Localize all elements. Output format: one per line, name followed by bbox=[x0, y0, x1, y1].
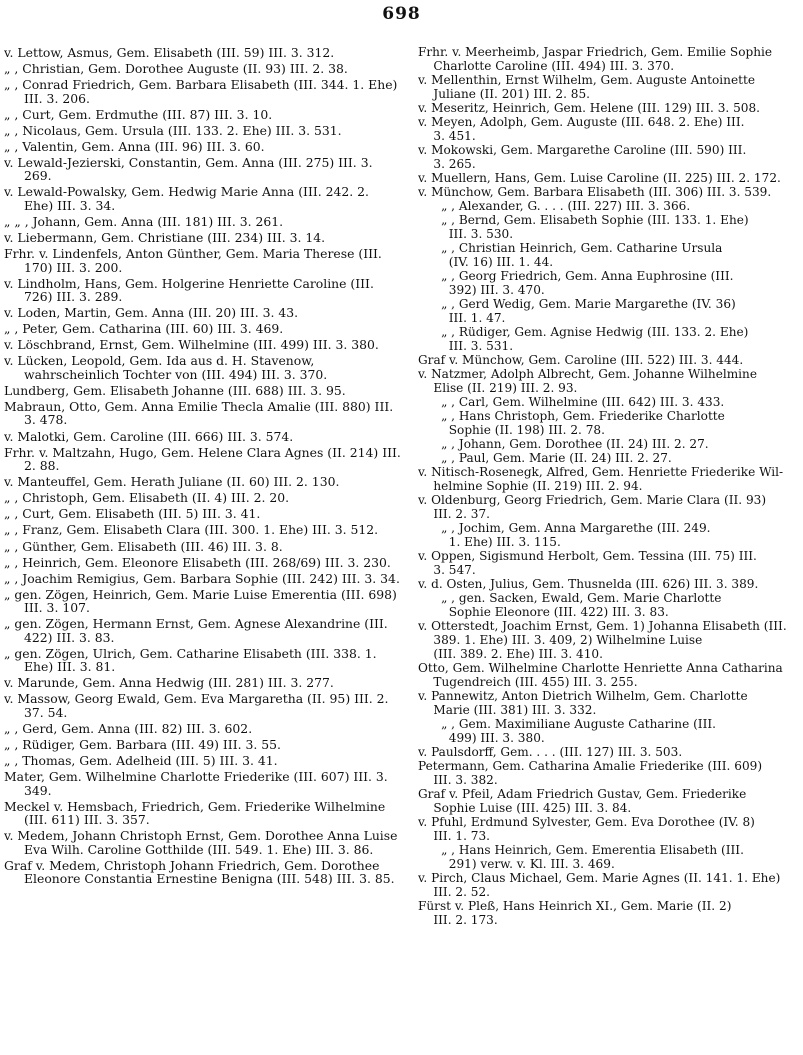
index-entry: „ , Gerd Wedig, Gem. Marie Margarethe (IV. 36) bbox=[418, 298, 736, 311]
index-entry: (III. 389. 2. Ehe) III. 3. 410. bbox=[418, 648, 603, 661]
index-entry: „ , Gerd, Gem. Anna (III. 82) III. 3. 602. bbox=[4, 720, 253, 736]
index-entry: v. Münchow, Gem. Barbara Elisabeth (III. 306) III. 3. 539. bbox=[418, 186, 772, 199]
index-entry: „ , Nicolaus, Gem. Ursula (III. 133. 2. Ehe) III. 3. 531. bbox=[4, 122, 342, 138]
index-entry: v. Muellern, Hans, Gem. Luise Caroline (II. 225) III. 2. 172. bbox=[418, 172, 781, 185]
index-entry: v. Lindholm, Hans, Gem. Holgerine Henriette Caroline (III. 726) III. 3. 289. bbox=[4, 275, 374, 305]
index-entry: „ , Rüdiger, Gem. Agnise Hedwig (III. 133. 2. Ehe) bbox=[418, 326, 749, 339]
index-entry: v. Lewald-Jezierski, Constantin, Gem. Anna (III. 275) III. 3. 269. bbox=[4, 154, 373, 184]
index-entry: Graf v. Pfeil, Adam Friedrich Gustav, Gem. Friederike bbox=[418, 788, 747, 801]
index-entry: III. 3. 530. bbox=[418, 228, 514, 241]
index-entry: v. d. Osten, Julius, Gem. Thusnelda (III. 626) III. 3. 389. bbox=[418, 578, 759, 591]
index-entry: „ gen. Zögen, Ulrich, Gem. Catharine Elisabeth (III. 338. 1. Ehe) III. 3. 81. bbox=[4, 645, 377, 675]
index-entry: „ , Curt, Gem. Erdmuthe (III. 87) III. 3. 10. bbox=[4, 106, 273, 122]
index-entry: Fürst v. Pleß, Hans Heinrich XI., Gem. Marie (II. 2) bbox=[418, 900, 732, 913]
index-entry: v. Medem, Johann Christoph Ernst, Gem. Dorothee Anna Luise Eva Wilh. Caroline Gotthilde (III. 549. 1. Ehe) III. 3. 86. bbox=[4, 828, 398, 857]
index-entry: 499) III. 3. 380. bbox=[418, 732, 545, 745]
index-entry: „ , Hans Christoph, Gem. Friederike Charlotte bbox=[418, 410, 725, 423]
index-entry: v. Pirch, Claus Michael, Gem. Marie Agnes (II. 141. 1. Ehe) bbox=[418, 872, 781, 885]
index-entry: Sophie (II. 198) III. 2. 78. bbox=[418, 424, 605, 437]
index-entry: v. Paulsdorff, Gem. . . . (III. 127) III. 3. 503. bbox=[418, 746, 683, 759]
index-entry: III. 1. 73. bbox=[418, 830, 491, 843]
index-entry: „ , Christian, Gem. Dorothee Auguste (II. 93) III. 2. 38. bbox=[4, 61, 348, 77]
index-entry: „ gen. Zögen, Hermann Ernst, Gem. Agnese Alexandrine (III. 422) III. 3. 83. bbox=[4, 616, 388, 645]
index-entry: Frhr. v. Lindenfels, Anton Günther, Gem. Maria Therese (III. 170) III. 3. 200. bbox=[4, 246, 382, 275]
index-entry: „ , Christoph, Gem. Elisabeth (II. 4) III. 2. 20. bbox=[4, 490, 290, 506]
index-entry: III. 3. 531. bbox=[418, 340, 514, 353]
index-entry: „ , Conrad Friedrich, Gem. Barbara Elisabeth (III. 344. 1. Ehe) III. 3. 206. bbox=[4, 77, 398, 106]
index-entry: v. Pfuhl, Erdmund Sylvester, Gem. Eva Dorothee (IV. 8) bbox=[418, 816, 755, 829]
index-entry: „ , Günther, Gem. Elisabeth (III. 46) III. 3. 8. bbox=[4, 538, 283, 554]
index-entry: Elise (II. 219) III. 2. 93. bbox=[418, 382, 578, 395]
index-entry: „ , Peter, Gem. Catharina (III. 60) III. 3. 469. bbox=[4, 321, 284, 337]
index-entry: Marie (III. 381) III. 3. 332. bbox=[418, 704, 597, 717]
index-entry: v. Oppen, Sigismund Herbolt, Gem. Tessina (III. 75) III. bbox=[418, 550, 757, 563]
index-entry: Graf v. Medem, Christoph Johann Friedrich, Gem. Dorothee Eleonore Constantia Ernestine Benigna (III. 548) III. 3. 85. bbox=[4, 857, 395, 887]
index-entry: 392) III. 3. 470. bbox=[418, 284, 545, 297]
index-entry: v. Lücken, Leopold, Gem. Ida aus d. H. Stavenow, wahrscheinlich Tochter von (III. 494) III. 3. 370. bbox=[4, 353, 328, 382]
index-entry: Frhr. v. Meerheimb, Jaspar Friedrich, Gem. Emilie Sophie bbox=[418, 46, 773, 59]
index-entry: „ , Gem. Maximiliane Auguste Catharine (III. bbox=[418, 718, 716, 731]
index-entry: Tugendreich (III. 455) III. 3. 255. bbox=[418, 676, 638, 689]
index-entry: 3. 451. bbox=[418, 130, 476, 143]
index-entry: helmine Sophie (II. 219) III. 2. 94. bbox=[418, 480, 643, 493]
index-entry: „ „ , Johann, Gem. Anna (III. 181) III. 3. 261. bbox=[4, 213, 284, 229]
index-entry: Juliane (II. 201) III. 2. 85. bbox=[418, 88, 590, 101]
index-entry: Meckel v. Hemsbach, Friedrich, Gem. Friederike Wilhelmine (III. 611) III. 3. 357. bbox=[4, 798, 386, 828]
index-entry: III. 2. 37. bbox=[418, 508, 491, 521]
index-entry: v. Nitisch-Rosenegk, Alfred, Gem. Henriette Friederike Wil- bbox=[418, 466, 784, 479]
index-entry: v. Lettow, Asmus, Gem. Elisabeth (III. 59) III. 3. 312. bbox=[4, 46, 335, 60]
index-entry: „ gen. Zögen, Heinrich, Gem. Marie Luise Emerentia (III. 698) III. 3. 107. bbox=[4, 586, 397, 616]
index-entry: v. Mokowski, Gem. Margarethe Caroline (III. 590) III. bbox=[418, 144, 747, 157]
index-entry: 3. 265. bbox=[418, 158, 476, 171]
index-entry: 291) verw. v. Kl. III. 3. 469. bbox=[418, 858, 615, 871]
index-entry: „ , gen. Sacken, Ewald, Gem. Marie Charlotte bbox=[418, 592, 722, 605]
index-entry: v. Loden, Martin, Gem. Anna (III. 20) III. 3. 43. bbox=[4, 305, 299, 321]
index-entry: „ , Alexander, G. . . . (III. 227) III. 3. 366. bbox=[418, 200, 691, 213]
index-entry: „ , Curt, Gem. Elisabeth (III. 5) III. 3. 41. bbox=[4, 506, 261, 522]
index-entry: v. Mellenthin, Ernst Wilhelm, Gem. Auguste Antoinette bbox=[418, 74, 755, 87]
index-entry: v. Malotki, Gem. Caroline (III. 666) III. 3. 574. bbox=[4, 428, 294, 444]
index-entry: „ , Bernd, Gem. Elisabeth Sophie (III. 133. 1. Ehe) bbox=[418, 214, 749, 227]
index-entry: Frhr. v. Maltzahn, Hugo, Gem. Helene Clara Agnes (II. 214) III. 2. 88. bbox=[4, 444, 401, 474]
index-entry: „ , Rüdiger, Gem. Barbara (III. 49) III. 3. 55. bbox=[4, 736, 281, 752]
index-entry: Charlotte Caroline (III. 494) III. 3. 370. bbox=[418, 60, 675, 73]
index-entry: v. Löschbrand, Ernst, Gem. Wilhelmine (III. 499) III. 3. 380. bbox=[4, 337, 379, 353]
index-entry: Otto, Gem. Wilhelmine Charlotte Henriette Anna Catharina bbox=[418, 662, 783, 675]
index-entry: 389. 1. Ehe) III. 3. 409, 2) Wilhelmine Luise bbox=[418, 634, 703, 647]
index-entry: v. Lewald-Powalsky, Gem. Hedwig Marie Anna (III. 242. 2. Ehe) III. 3. 34. bbox=[4, 184, 369, 213]
index-entry: Mabraun, Otto, Gem. Anna Emilie Thecla Amalie (III. 880) III. 3. 478. bbox=[4, 399, 394, 428]
index-entry: v. Otterstedt, Joachim Ernst, Gem. 1) Johanna Elisabeth (III. bbox=[418, 620, 787, 633]
left-column bbox=[4, 46, 402, 888]
index-entry: „ , Thomas, Gem. Adelheid (III. 5) III. 3. 41. bbox=[4, 753, 278, 769]
index-entry: v. Meseritz, Heinrich, Gem. Helene (III. 129) III. 3. 508. bbox=[418, 102, 761, 115]
right-column bbox=[418, 46, 803, 928]
index-entry: v. Liebermann, Gem. Christiane (III. 234) III. 3. 14. bbox=[4, 230, 326, 246]
index-entry: „ , Franz, Gem. Elisabeth Clara (III. 300. 1. Ehe) III. 3. 512. bbox=[4, 522, 379, 538]
index-entry: Sophie Eleonore (III. 422) III. 3. 83. bbox=[418, 606, 669, 619]
index-entry: „ , Jochim, Gem. Anna Margarethe (III. 249. bbox=[418, 522, 711, 535]
index-entry: v. Oldenburg, Georg Friedrich, Gem. Marie Clara (II. 93) bbox=[418, 494, 767, 507]
index-entry: 3. 547. bbox=[418, 564, 476, 577]
index-entry: Petermann, Gem. Catharina Amalie Friederike (III. 609) bbox=[418, 760, 763, 773]
index-entry: (IV. 16) III. 1. 44. bbox=[418, 256, 554, 269]
index-entry: III. 2. 173. bbox=[418, 914, 498, 927]
index-entry: „ , Carl, Gem. Wilhelmine (III. 642) III. 3. 433. bbox=[418, 396, 725, 409]
index-entry: v. Natzmer, Adolph Albrecht, Gem. Johanne Wilhelmine bbox=[418, 368, 757, 381]
index-entry: „ , Heinrich, Gem. Eleonore Elisabeth (III. 268/69) III. 3. 230. bbox=[4, 554, 391, 570]
index-entry: Lundberg, Gem. Elisabeth Johanne (III. 688) III. 3. 95. bbox=[4, 382, 346, 398]
index-entry: Sophie Luise (III. 425) III. 3. 84. bbox=[418, 802, 632, 815]
index-entry: „ , Johann, Gem. Dorothee (II. 24) III. 2. 27. bbox=[418, 438, 709, 451]
index-entry: v. Marunde, Gem. Anna Hedwig (III. 281) III. 3. 277. bbox=[4, 675, 334, 691]
index-entry: Graf v. Münchow, Gem. Caroline (III. 522) III. 3. 444. bbox=[418, 354, 744, 367]
index-entry: III. 1. 47. bbox=[418, 312, 506, 325]
index-entry: v. Massow, Georg Ewald, Gem. Eva Margaretha (II. 95) III. 2. 37. 54. bbox=[4, 691, 389, 720]
index-entry: „ , Christian Heinrich, Gem. Catharine Ursula bbox=[418, 242, 723, 255]
index-entry: Mater, Gem. Wilhelmine Charlotte Friederike (III. 607) III. 3. 349. bbox=[4, 769, 388, 798]
index-entry: v. Meyen, Adolph, Gem. Auguste (III. 648. 2. Ehe) III. bbox=[418, 116, 745, 129]
index-entry: 1. Ehe) III. 3. 115. bbox=[418, 536, 561, 549]
index-entry: III. 2. 52. bbox=[418, 886, 491, 899]
index-entry: „ , Paul, Gem. Marie (II. 24) III. 2. 27. bbox=[418, 452, 672, 465]
index-entry: „ , Georg Friedrich, Gem. Anna Euphrosine (III. bbox=[418, 270, 734, 283]
page-number: 698 bbox=[382, 4, 421, 24]
index-entry: v. Manteuffel, Gem. Herath Juliane (II. 60) III. 2. 130. bbox=[4, 474, 340, 490]
index-entry: III. 3. 382. bbox=[418, 774, 498, 787]
index-entry: „ , Valentin, Gem. Anna (III. 96) III. 3. 60. bbox=[4, 138, 265, 154]
index-entry: „ , Joachim Remigius, Gem. Barbara Sophie (III. 242) III. 3. 34. bbox=[4, 570, 400, 586]
index-entry: „ , Hans Heinrich, Gem. Emerentia Elisabeth (III. bbox=[418, 844, 744, 857]
index-entry: v. Pannewitz, Anton Dietrich Wilhelm, Gem. Charlotte bbox=[418, 690, 748, 703]
